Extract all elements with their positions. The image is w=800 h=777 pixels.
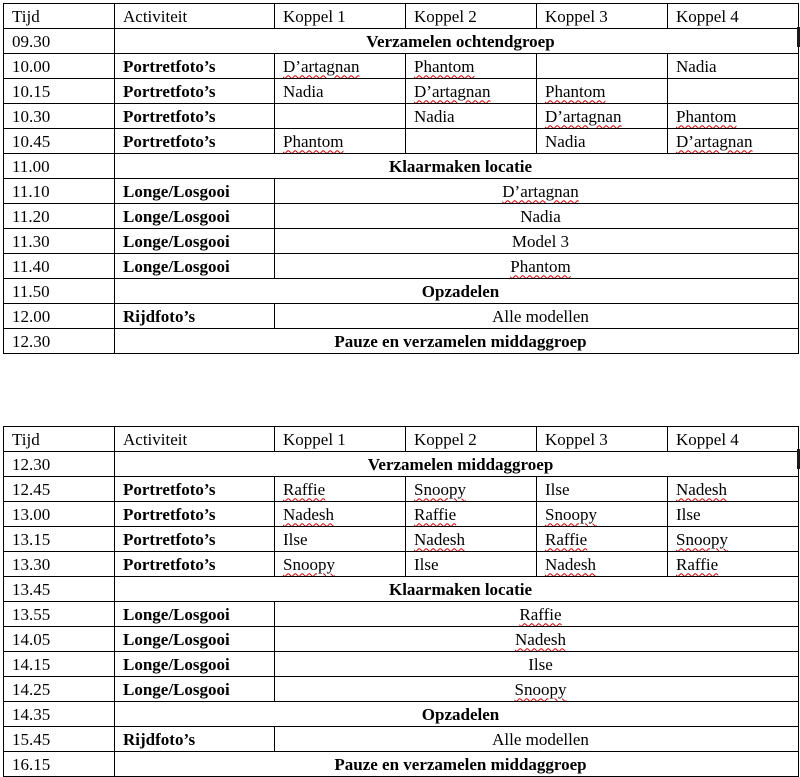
time-cell: 14.05 <box>4 627 115 652</box>
column-header: Koppel 4 <box>668 427 799 452</box>
koppel-cell: Ilse <box>668 502 799 527</box>
koppel-cell <box>275 54 406 79</box>
schedule-row <box>4 652 799 677</box>
merged-activity-cell: Pauze en verzamelen middaggroep <box>115 329 799 354</box>
schedule-row <box>4 577 799 602</box>
time-cell: 14.35 <box>4 702 115 727</box>
koppel-cell <box>406 527 537 552</box>
activity-cell: Longe/Losgooi <box>115 254 275 279</box>
schedule-row <box>4 677 799 702</box>
spellcheck-word: Snoopy <box>514 679 567 699</box>
column-header: Koppel 3 <box>537 4 668 29</box>
time-cell: 13.55 <box>4 602 115 627</box>
spellcheck-word: Nadesh <box>283 504 334 524</box>
column-header: Koppel 2 <box>406 427 537 452</box>
activity-cell: Portretfoto’s <box>115 527 275 552</box>
afternoon-schedule-table <box>3 426 799 777</box>
spellcheck-word: Raffie <box>545 529 588 549</box>
koppel-cell <box>406 502 537 527</box>
time-cell: 11.10 <box>4 179 115 204</box>
koppel-cell <box>537 527 668 552</box>
koppel-cell: Nadia <box>275 79 406 104</box>
schedule-row <box>4 602 799 627</box>
schedule-row <box>4 204 799 229</box>
merged-activity-cell: Opzadelen <box>115 279 799 304</box>
spellcheck-word: Phantom <box>283 131 344 151</box>
schedule-row <box>4 702 799 727</box>
koppel-cell <box>406 54 537 79</box>
column-header: Koppel 1 <box>275 4 406 29</box>
schedule-row <box>4 229 799 254</box>
spellcheck-word: D’artagnan <box>414 81 491 101</box>
activity-cell: Portretfoto’s <box>115 79 275 104</box>
time-cell: 10.45 <box>4 129 115 154</box>
koppel-cell: Ilse <box>406 552 537 577</box>
merged-activity-cell: Klaarmaken locatie <box>115 577 799 602</box>
schedule-row <box>4 279 799 304</box>
time-cell: 12.45 <box>4 477 115 502</box>
horse-span-cell: Nadia <box>275 204 799 229</box>
activity-cell: Longe/Losgooi <box>115 602 275 627</box>
spellcheck-word: Nadesh <box>515 629 566 649</box>
column-header: Koppel 2 <box>406 4 537 29</box>
activity-cell: Longe/Losgooi <box>115 229 275 254</box>
horse-span-cell: Alle modellen <box>275 304 799 329</box>
spellcheck-word: D’artagnan <box>283 56 360 76</box>
spellcheck-word: Phantom <box>414 56 475 76</box>
spellcheck-word: D’artagnan <box>502 181 579 201</box>
schedule-row <box>4 254 799 279</box>
activity-cell: Portretfoto’s <box>115 552 275 577</box>
spellcheck-word: D’artagnan <box>676 131 753 151</box>
schedule-row <box>4 727 799 752</box>
schedule-row <box>4 452 799 477</box>
horse-span-cell <box>275 677 799 702</box>
horse-span-cell: Model 3 <box>275 229 799 254</box>
spellcheck-word: Phantom <box>545 81 606 101</box>
koppel-cell <box>275 552 406 577</box>
time-cell: 12.30 <box>4 452 115 477</box>
schedule-row <box>4 477 799 502</box>
koppel-cell <box>406 477 537 502</box>
schedule-row <box>4 502 799 527</box>
schedule-row <box>4 104 799 129</box>
spellcheck-word: Snoopy <box>545 504 597 524</box>
spellcheck-word: Snoopy <box>283 554 335 574</box>
activity-cell: Longe/Losgooi <box>115 677 275 702</box>
merged-activity-cell: Verzamelen middaggroep <box>115 452 799 477</box>
schedule-row <box>4 54 799 79</box>
koppel-cell <box>668 552 799 577</box>
morning-schedule-table <box>3 3 799 354</box>
koppel-cell: Nadia <box>668 54 799 79</box>
time-cell: 10.30 <box>4 104 115 129</box>
horse-span-cell <box>275 254 799 279</box>
activity-cell: Longe/Losgooi <box>115 627 275 652</box>
spellcheck-word: Nadesh <box>545 554 596 574</box>
koppel-cell <box>537 79 668 104</box>
schedule-row <box>4 527 799 552</box>
schedule-row <box>4 752 799 777</box>
schedule-row <box>4 79 799 104</box>
header-row <box>4 4 799 29</box>
time-cell: 14.15 <box>4 652 115 677</box>
koppel-cell <box>275 502 406 527</box>
merged-activity-cell: Klaarmaken locatie <box>115 154 799 179</box>
horse-span-cell: Ilse <box>275 652 799 677</box>
spellcheck-word: Phantom <box>676 106 737 126</box>
spellcheck-word: Snoopy <box>414 479 466 499</box>
koppel-cell <box>275 129 406 154</box>
koppel-cell <box>275 477 406 502</box>
morning-schedule-body <box>4 4 799 354</box>
time-cell: 09.30 <box>4 29 115 54</box>
merged-activity-cell: Pauze en verzamelen middaggroep <box>115 752 799 777</box>
spellcheck-word: Raffie <box>414 504 457 524</box>
activity-cell: Rijdfoto’s <box>115 727 275 752</box>
spellcheck-word: Nadesh <box>414 529 465 549</box>
time-cell: 13.00 <box>4 502 115 527</box>
schedule-row <box>4 29 799 54</box>
spellcheck-word: Phantom <box>510 256 571 276</box>
koppel-cell <box>406 129 537 154</box>
time-cell: 12.30 <box>4 329 115 354</box>
schedule-row <box>4 179 799 204</box>
spellcheck-word: Nadesh <box>676 479 727 499</box>
schedule-row <box>4 129 799 154</box>
horse-span-cell <box>275 602 799 627</box>
koppel-cell <box>537 104 668 129</box>
time-cell: 14.25 <box>4 677 115 702</box>
merged-activity-cell: Verzamelen ochtendgroep <box>115 29 799 54</box>
koppel-cell: Ilse <box>275 527 406 552</box>
activity-cell: Longe/Losgooi <box>115 179 275 204</box>
activity-cell: Longe/Losgooi <box>115 652 275 677</box>
time-cell: 11.00 <box>4 154 115 179</box>
activity-cell: Portretfoto’s <box>115 54 275 79</box>
spellcheck-word: Raffie <box>283 479 326 499</box>
column-header: Activiteit <box>115 427 275 452</box>
column-header: Koppel 3 <box>537 427 668 452</box>
spellcheck-word: Raffie <box>519 604 562 624</box>
afternoon-schedule-body <box>4 427 799 777</box>
schedule-row <box>4 627 799 652</box>
koppel-cell <box>275 104 406 129</box>
time-cell: 11.50 <box>4 279 115 304</box>
schedule-row <box>4 304 799 329</box>
schedule-row <box>4 552 799 577</box>
column-header: Tijd <box>4 4 115 29</box>
activity-cell: Rijdfoto’s <box>115 304 275 329</box>
merged-activity-cell: Opzadelen <box>115 702 799 727</box>
column-header: Tijd <box>4 427 115 452</box>
column-header: Koppel 1 <box>275 427 406 452</box>
koppel-cell: Nadia <box>406 104 537 129</box>
koppel-cell <box>537 552 668 577</box>
spellcheck-word: Raffie <box>676 554 719 574</box>
time-cell: 12.00 <box>4 304 115 329</box>
schedule-row <box>4 329 799 354</box>
koppel-cell <box>668 79 799 104</box>
koppel-cell <box>668 527 799 552</box>
activity-cell: Portretfoto’s <box>115 477 275 502</box>
activity-cell: Longe/Losgooi <box>115 204 275 229</box>
spellcheck-word: D’artagnan <box>545 106 622 126</box>
schedule-row <box>4 154 799 179</box>
activity-cell: Portretfoto’s <box>115 104 275 129</box>
time-cell: 16.15 <box>4 752 115 777</box>
time-cell: 11.40 <box>4 254 115 279</box>
time-cell: 10.00 <box>4 54 115 79</box>
time-cell: 13.30 <box>4 552 115 577</box>
time-cell: 10.15 <box>4 79 115 104</box>
koppel-cell <box>668 104 799 129</box>
koppel-cell: Ilse <box>537 477 668 502</box>
time-cell: 11.20 <box>4 204 115 229</box>
activity-cell: Portretfoto’s <box>115 502 275 527</box>
horse-span-cell <box>275 627 799 652</box>
koppel-cell <box>668 129 799 154</box>
koppel-cell: Nadia <box>537 129 668 154</box>
time-cell: 13.15 <box>4 527 115 552</box>
activity-cell: Portretfoto’s <box>115 129 275 154</box>
time-cell: 13.45 <box>4 577 115 602</box>
koppel-cell <box>406 79 537 104</box>
koppel-cell <box>537 502 668 527</box>
horse-span-cell <box>275 179 799 204</box>
time-cell: 11.30 <box>4 229 115 254</box>
koppel-cell <box>537 54 668 79</box>
column-header: Activiteit <box>115 4 275 29</box>
horse-span-cell: Alle modellen <box>275 727 799 752</box>
header-row <box>4 427 799 452</box>
column-header: Koppel 4 <box>668 4 799 29</box>
koppel-cell <box>668 477 799 502</box>
spellcheck-word: Snoopy <box>676 529 728 549</box>
time-cell: 15.45 <box>4 727 115 752</box>
